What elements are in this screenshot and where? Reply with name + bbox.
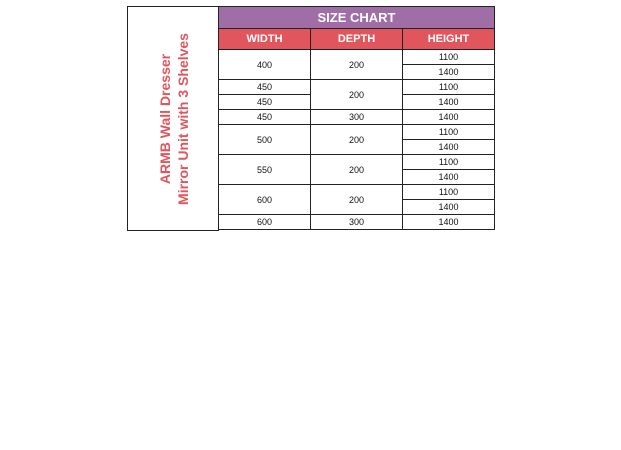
height-cell: 1400 [403,65,495,80]
width-cell: 450 [219,95,311,110]
depth-cell: 200 [311,125,403,155]
depth-cell: 300 [311,110,403,125]
table-row [219,185,495,200]
column-header-width: WIDTH [219,29,311,50]
width-cell: 450 [219,110,311,125]
height-cell: 1100 [403,125,495,140]
product-title-line-1: ARMB Wall Dresser [156,53,173,184]
product-title [156,33,192,205]
table-row [219,80,495,95]
height-cell: 1400 [403,95,495,110]
size-chart-title: SIZE CHART [219,7,495,29]
table-row [219,155,495,170]
height-cell: 1400 [403,215,495,230]
height-cell: 1100 [403,185,495,200]
column-header-height: HEIGHT [403,29,495,50]
column-header-depth: DEPTH [311,29,403,50]
depth-cell: 200 [311,155,403,185]
table-row [219,50,495,65]
height-cell: 1400 [403,200,495,215]
table-row [219,110,495,125]
height-cell: 1100 [403,155,495,170]
product-title-panel [127,6,219,231]
height-cell: 1400 [403,170,495,185]
depth-cell: 200 [311,185,403,215]
table-row [219,215,495,230]
width-cell: 500 [219,125,311,155]
width-cell: 600 [219,215,311,230]
height-cell: 1400 [403,110,495,125]
depth-cell: 200 [311,50,403,80]
table-row [219,125,495,140]
height-cell: 1100 [403,50,495,65]
height-cell: 1100 [403,80,495,95]
depth-cell: 200 [311,80,403,110]
height-cell: 1400 [403,140,495,155]
depth-cell: 300 [311,215,403,230]
width-cell: 400 [219,50,311,80]
product-title-line-2: Mirror Unit with 3 Shelves [174,32,191,205]
width-cell: 600 [219,185,311,215]
width-cell: 550 [219,155,311,185]
width-cell: 450 [219,80,311,95]
size-table [218,6,495,230]
size-chart-card [127,6,495,231]
size-table-wrap [218,6,495,230]
